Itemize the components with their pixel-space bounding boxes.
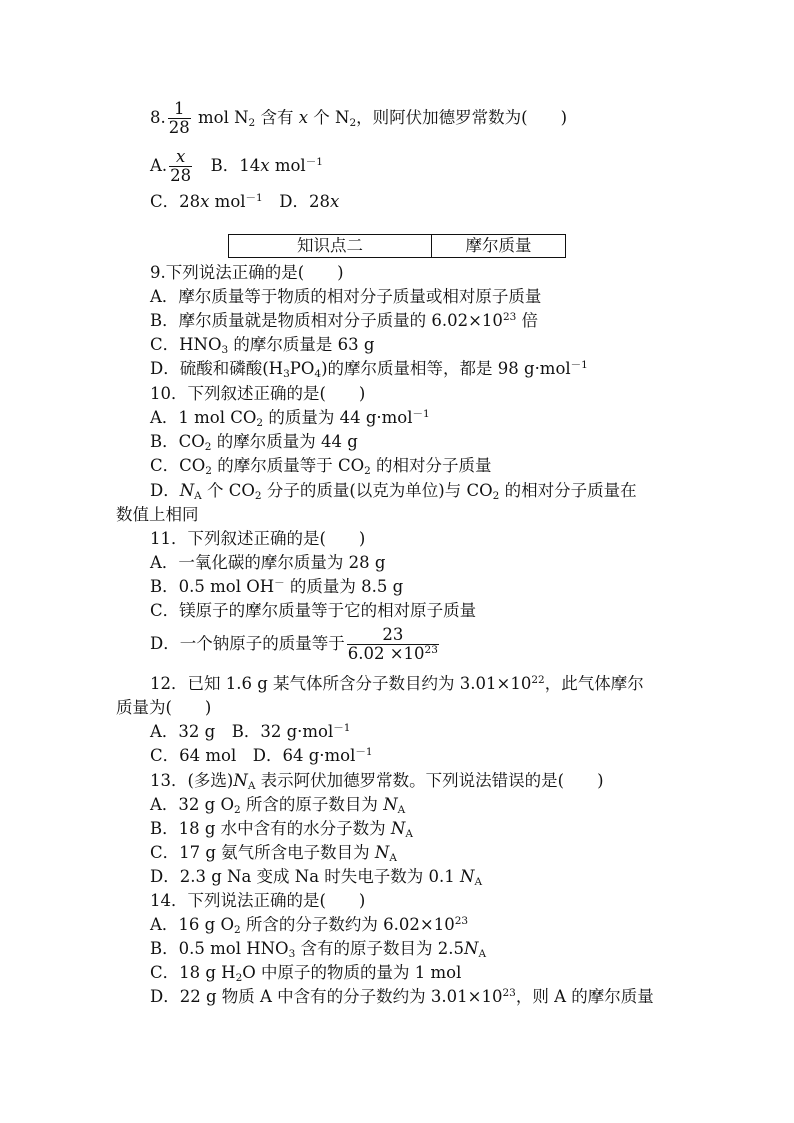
q9-sub: 3 — [283, 368, 290, 380]
q10-sub: 2 — [204, 441, 212, 453]
q14-option-a — [150, 914, 468, 936]
q9-sup: 23 — [502, 311, 517, 323]
q11-text: 的质量为 8.5 g — [284, 577, 404, 596]
q14-text: ，则 A 的摩尔质量 — [515, 987, 654, 1006]
q11-option-c: C．镁原子的摩尔质量等于它的相对原子质量 — [150, 601, 477, 620]
q13-text: B．18 g 水中含有的水分子数为 — [150, 819, 391, 838]
q9-sub: 4 — [314, 368, 322, 380]
q8-var: x — [260, 156, 270, 175]
q13-var: N — [374, 843, 390, 862]
q13-var: N — [460, 867, 475, 886]
q8-option-c: C．28 — [150, 192, 201, 211]
q14-text: B．0.5 mol HNO — [150, 939, 289, 958]
q8-unit: mol — [269, 156, 306, 175]
q13-option-a — [150, 794, 405, 816]
q10-option-c — [150, 455, 492, 477]
section-name: 知识点二 — [229, 235, 432, 257]
q10-text: 个 CO — [201, 481, 255, 500]
q8-unit: mol — [209, 192, 246, 211]
q13-sub: A — [474, 876, 483, 888]
q14-sup: 23 — [502, 987, 516, 999]
q11-frac-num: 23 — [382, 625, 404, 644]
q10-sub: 2 — [256, 417, 264, 429]
q9-text: 的摩尔质量是 63 g — [228, 335, 375, 354]
q14-option-c — [150, 962, 461, 984]
q14-text: 所含的分子数约为 6.02×10 — [240, 915, 455, 934]
q8-stem — [150, 100, 567, 137]
q11-text: B．0.5 mol OH — [150, 577, 275, 596]
q11-fraction — [347, 626, 439, 663]
q8-option-b: B．14 — [194, 156, 261, 175]
q14-sub: A — [478, 948, 487, 960]
q13-option-c — [150, 842, 397, 864]
q10-text: C．CO — [150, 456, 206, 475]
q11-frac-den-text: 6.02 ×10 — [347, 644, 425, 663]
q14-text: A．16 g O — [150, 915, 234, 934]
q10-text: B．CO — [150, 432, 205, 451]
q12-text: A．32 g B．32 g·mol — [150, 722, 334, 741]
q9-option-d — [150, 358, 588, 380]
q9-stem: 9.下列说法正确的是( ) — [150, 263, 344, 282]
q10-text: 的摩尔质量为 44 g — [211, 432, 358, 451]
q14-text: O 中原子的物质的量为 1 mol — [242, 963, 462, 982]
q10-sub: 2 — [254, 490, 262, 502]
q8-options-ab — [150, 148, 323, 185]
q9-sub: 3 — [221, 344, 229, 356]
q9-text: C．HNO — [150, 335, 222, 354]
q8-option-a-num: x — [176, 147, 186, 166]
q11-sup: － — [274, 577, 285, 589]
q13-text: A．32 g O — [150, 795, 234, 814]
q10-sub: 2 — [205, 465, 212, 477]
q10-option-a — [150, 407, 430, 429]
q14-text: D．22 g 物质 A 中含有的分子数约为 3.01×10 — [150, 987, 503, 1006]
q10-text: 分子的质量(以克为单位)与 CO — [261, 481, 493, 500]
q8-option-a-label: A. — [150, 156, 168, 175]
section-topic: 摩尔质量 — [465, 236, 532, 255]
q12-options-cd — [150, 745, 373, 767]
q14-stem: 14．下列说法正确的是( ) — [150, 891, 366, 910]
q13-text: C．17 g 氨气所含电子数目为 — [150, 843, 375, 862]
q8-option-a-den: 28 — [170, 166, 192, 185]
q11-sup: 23 — [424, 644, 438, 656]
q14-sub: 2 — [234, 924, 241, 936]
q9-text: B．摩尔质量就是物质相对分子质量的 6.02×10 — [150, 311, 503, 330]
q9-option-b — [150, 310, 538, 332]
q8-number: 8. — [150, 108, 166, 127]
q12-stem — [150, 673, 644, 695]
q14-option-b — [150, 938, 486, 960]
q8-option-a-fraction — [169, 148, 192, 185]
q13-var: N — [233, 771, 248, 790]
q9-sup: －1 — [570, 359, 588, 371]
q13-stem — [150, 770, 604, 792]
q14-sub: 3 — [288, 948, 296, 960]
q12-sup: －1 — [355, 746, 373, 758]
q10-text: D． — [150, 481, 180, 500]
q13-var: N — [390, 819, 406, 838]
q9-text: 倍 — [516, 311, 539, 330]
q10-text: 的质量为 44 g·mol — [263, 408, 413, 427]
q10-option-d-cont: 数值上相同 — [116, 505, 199, 524]
q8-text: mol N — [192, 108, 249, 127]
q10-text: 的摩尔质量等于 CO — [211, 456, 365, 475]
q13-text: 所含的原子数目为 — [240, 795, 384, 814]
q12-text: C．64 mol D．64 g·mol — [150, 746, 356, 765]
q13-var: N — [383, 795, 398, 814]
q10-text: A．1 mol CO — [150, 408, 257, 427]
q8-fraction — [168, 100, 191, 137]
q13-text: 13．(多选) — [150, 771, 234, 790]
q8-frac-num: 1 — [174, 99, 185, 118]
q8-frac-den: 28 — [168, 118, 190, 137]
q8-text: ，则阿伏加德罗常数为( ) — [356, 108, 568, 127]
q13-sub: A — [389, 852, 397, 864]
q11-option-d — [150, 626, 441, 663]
q10-text: 的相对分子质量 — [370, 456, 492, 475]
q13-text: 表示阿伏加德罗常数。下列说法错误的是( ) — [255, 771, 604, 790]
q8-sup: －1 — [245, 192, 263, 204]
q8-var: x — [298, 108, 309, 127]
q13-option-b — [150, 818, 413, 840]
q13-sub: 2 — [234, 804, 241, 816]
q8-sub: 2 — [349, 117, 357, 129]
q12-sup: 22 — [531, 674, 545, 686]
section-header-table — [228, 234, 566, 258]
q9-text: D．硫酸和磷酸(H — [150, 359, 284, 378]
q14-option-d — [150, 986, 654, 1008]
q9-option-a: A．摩尔质量等于物质的相对分子质量或相对原子质量 — [150, 287, 542, 306]
q10-option-b — [150, 431, 358, 453]
q11-option-a: A．一氧化碳的摩尔质量为 28 g — [150, 553, 386, 572]
q14-text: C．18 g H — [150, 963, 236, 982]
q12-options-ab — [150, 721, 350, 743]
q11-frac-den — [347, 644, 439, 663]
q10-sup: －1 — [412, 408, 430, 420]
q8-sup: －1 — [305, 156, 323, 168]
q9-option-c — [150, 334, 374, 356]
q12-sup: －1 — [333, 722, 351, 734]
q8-option-d: D．28 — [262, 192, 330, 211]
q10-text: 的相对分子质量在 — [499, 481, 637, 500]
q13-sub: A — [397, 804, 406, 816]
q14-var: N — [464, 939, 479, 958]
q8-var: x — [200, 192, 210, 211]
q14-sub: 2 — [235, 972, 243, 984]
q10-sub: 2 — [364, 465, 371, 477]
q8-var: x — [329, 192, 340, 211]
q8-text: 含有 — [255, 108, 299, 127]
q10-option-d — [150, 480, 637, 502]
q11-stem: 11．下列叙述正确的是( ) — [150, 529, 366, 548]
q10-stem: 10．下列叙述正确的是( ) — [150, 384, 366, 403]
q13-option-d — [150, 866, 482, 888]
q14-sup: 23 — [454, 915, 469, 927]
q8-text: 个 N — [308, 108, 350, 127]
q10-sub: 2 — [492, 490, 500, 502]
q12-stem-cont: 质量为( ) — [116, 698, 212, 717]
q10-var: N — [179, 481, 195, 500]
q11-option-b — [150, 576, 403, 598]
q9-text: )的摩尔质量相等，都是 98 g·mol — [321, 359, 571, 378]
q9-text: PO — [289, 359, 315, 378]
q8-options-cd — [150, 191, 339, 213]
q13-sub: A — [405, 828, 413, 840]
q14-text: 含有的原子数目为 2.5 — [295, 939, 464, 958]
q12-text: ，此气体摩尔 — [544, 674, 644, 693]
q10-sub: A — [194, 490, 202, 502]
q12-text: 12．已知 1.6 g 某气体所含分子数目约为 3.01×10 — [150, 674, 532, 693]
q13-text: D．2.3 g Na 变成 Na 时失电子数为 0.1 — [150, 867, 461, 886]
q8-sub: 2 — [248, 117, 256, 129]
q11-text: D．一个钠原子的质量等于 — [150, 634, 345, 653]
q13-sub: A — [247, 780, 256, 792]
